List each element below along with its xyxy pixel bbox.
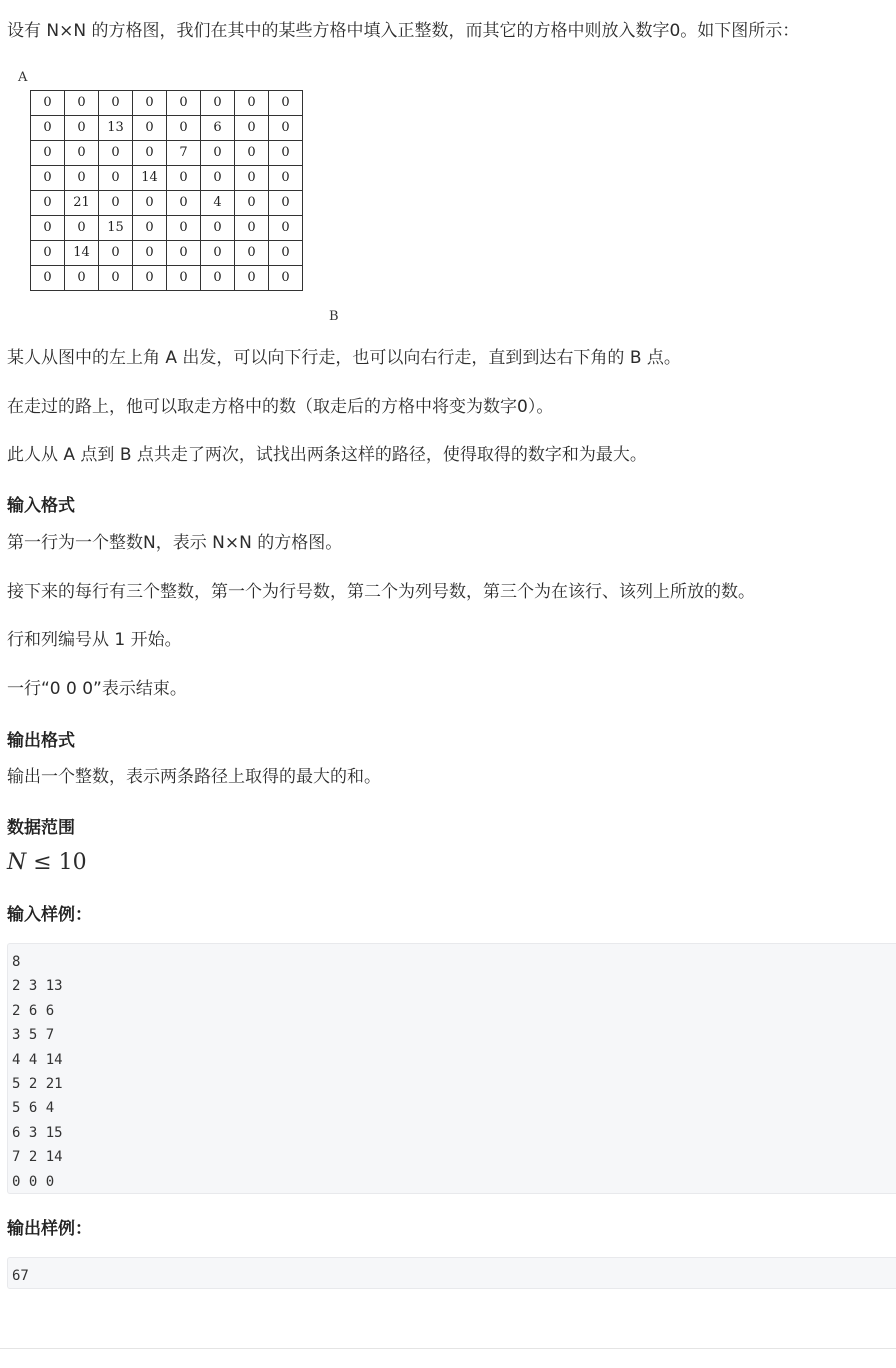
code-line: 2 6 6 — [12, 1002, 55, 1019]
grid-row — [31, 191, 303, 216]
code-line: 2 3 13 — [12, 978, 63, 995]
formula-value: 10 — [58, 850, 87, 875]
input-format-line: 第一行为一个整数N，表示 N×N 的方格图。 — [7, 533, 343, 553]
description-paragraph: 某人从图中的左上角 A 出发，可以向下行走，也可以向右行走，直到到达右下角的 B 点。 — [7, 348, 681, 368]
grid-cell: 0 — [65, 116, 99, 141]
grid-row — [31, 141, 303, 166]
sample-input-heading: 输入样例： — [7, 905, 92, 925]
code-line: 5 6 4 — [12, 1100, 55, 1117]
grid-cell: 0 — [133, 116, 167, 141]
grid-cell: 0 — [235, 116, 269, 141]
grid-cell: 0 — [99, 166, 133, 191]
input-format-line: 接下来的每行有三个整数，第一个为行号数，第二个为列号数，第三个为在该行、该列上所放的数。 — [7, 582, 755, 602]
code-line: 7 2 14 — [12, 1149, 63, 1166]
description-paragraph: 此人从 A 点到 B 点共走了两次，试找出两条这样的路径，使得取得的数字和为最大。 — [7, 445, 647, 465]
grid-cell: 0 — [235, 216, 269, 241]
grid-cell: 0 — [269, 141, 303, 166]
grid-cell: 0 — [167, 116, 201, 141]
grid-cell: 0 — [235, 166, 269, 191]
sample-output-code[interactable] — [7, 1257, 896, 1289]
code-line: 4 4 14 — [12, 1051, 63, 1068]
grid-cell: 0 — [65, 141, 99, 166]
grid-figure — [10, 68, 350, 330]
output-format-text: 输出一个整数，表示两条路径上取得的最大的和。 — [7, 767, 381, 787]
grid-cell: 0 — [167, 166, 201, 191]
grid-cell: 0 — [31, 241, 65, 266]
grid-cell: 0 — [31, 91, 65, 116]
code-line: 5 2 21 — [12, 1075, 63, 1092]
grid-cell: 0 — [201, 241, 235, 266]
formula-operator: ≤ — [26, 850, 59, 875]
grid-cell: 0 — [269, 266, 303, 291]
grid-cell: 0 — [133, 141, 167, 166]
code-line: 6 3 15 — [12, 1124, 63, 1141]
grid-cell: 0 — [269, 216, 303, 241]
input-format-line: 一行“0 0 0”表示结束。 — [7, 679, 187, 699]
input-format-line: 行和列编号从 1 开始。 — [7, 630, 182, 650]
code-line: 67 — [12, 1268, 29, 1284]
grid-cell: 0 — [269, 166, 303, 191]
grid-row — [31, 216, 303, 241]
grid-row — [31, 116, 303, 141]
grid-cell: 0 — [235, 191, 269, 216]
grid-cell: 0 — [201, 216, 235, 241]
sample-output-heading: 输出样例： — [7, 1219, 92, 1239]
grid-row — [31, 241, 303, 266]
grid-cell: 6 — [201, 116, 235, 141]
intro-text: 设有 N×N 的方格图，我们在其中的某些方格中填入正整数，而其它的方格中则放入数字0。如下图所示： — [7, 21, 800, 41]
grid-cell: 0 — [133, 91, 167, 116]
grid-cell: 0 — [65, 91, 99, 116]
grid-cell: 0 — [201, 91, 235, 116]
grid-cell: 0 — [235, 91, 269, 116]
grid-row — [31, 166, 303, 191]
grid-cell: 0 — [133, 241, 167, 266]
grid-cell: 4 — [201, 191, 235, 216]
sample-input-code[interactable] — [7, 943, 896, 1194]
grid-cell: 0 — [269, 241, 303, 266]
description-paragraph: 在走过的路上，他可以取走方格中的数（取走后的方格中将变为数字0）。 — [7, 397, 554, 417]
data-range-formula — [7, 849, 87, 877]
code-line: 0 0 0 — [12, 1173, 55, 1190]
grid-cell: 15 — [99, 216, 133, 241]
code-line: 8 — [12, 954, 21, 970]
grid-cell: 0 — [167, 241, 201, 266]
grid-cell: 0 — [235, 266, 269, 291]
input-format-heading: 输入格式 — [7, 496, 75, 516]
grid-cell: 0 — [235, 241, 269, 266]
output-format-heading: 输出格式 — [7, 731, 75, 751]
grid-cell: 14 — [133, 166, 167, 191]
grid-cell: 0 — [269, 191, 303, 216]
grid-cell: 7 — [167, 141, 201, 166]
grid-cell: 0 — [167, 216, 201, 241]
grid-cell: 0 — [31, 266, 65, 291]
grid-cell: 0 — [235, 141, 269, 166]
grid-cell: 0 — [99, 191, 133, 216]
bottom-divider — [0, 1348, 896, 1349]
grid-cell: 0 — [133, 216, 167, 241]
grid-cell: 0 — [201, 166, 235, 191]
grid-cell: 0 — [99, 241, 133, 266]
grid-cell: 0 — [269, 91, 303, 116]
start-label: A — [18, 70, 28, 85]
grid-cell: 0 — [269, 116, 303, 141]
grid-cell: 0 — [65, 216, 99, 241]
grid-cell: 0 — [201, 266, 235, 291]
number-grid — [30, 90, 303, 291]
end-label: B — [329, 309, 339, 324]
grid-cell: 0 — [31, 141, 65, 166]
grid-cell: 0 — [167, 266, 201, 291]
grid-cell: 0 — [133, 266, 167, 291]
grid-cell: 0 — [65, 266, 99, 291]
grid-cell: 0 — [31, 191, 65, 216]
formula-variable: N — [7, 850, 27, 875]
data-range-heading: 数据范围 — [7, 818, 75, 838]
grid-cell: 0 — [31, 166, 65, 191]
grid-row — [31, 91, 303, 116]
grid-cell: 13 — [99, 116, 133, 141]
grid-cell: 0 — [99, 91, 133, 116]
grid-cell: 0 — [167, 91, 201, 116]
grid-row — [31, 266, 303, 291]
grid-cell: 0 — [167, 191, 201, 216]
grid-cell: 0 — [201, 141, 235, 166]
grid-cell: 14 — [65, 241, 99, 266]
grid-cell: 21 — [65, 191, 99, 216]
grid-cell: 0 — [99, 266, 133, 291]
grid-cell: 0 — [99, 141, 133, 166]
code-line: 3 5 7 — [12, 1027, 55, 1044]
grid-cell: 0 — [133, 191, 167, 216]
grid-cell: 0 — [31, 116, 65, 141]
grid-cell: 0 — [31, 216, 65, 241]
grid-cell: 0 — [65, 166, 99, 191]
